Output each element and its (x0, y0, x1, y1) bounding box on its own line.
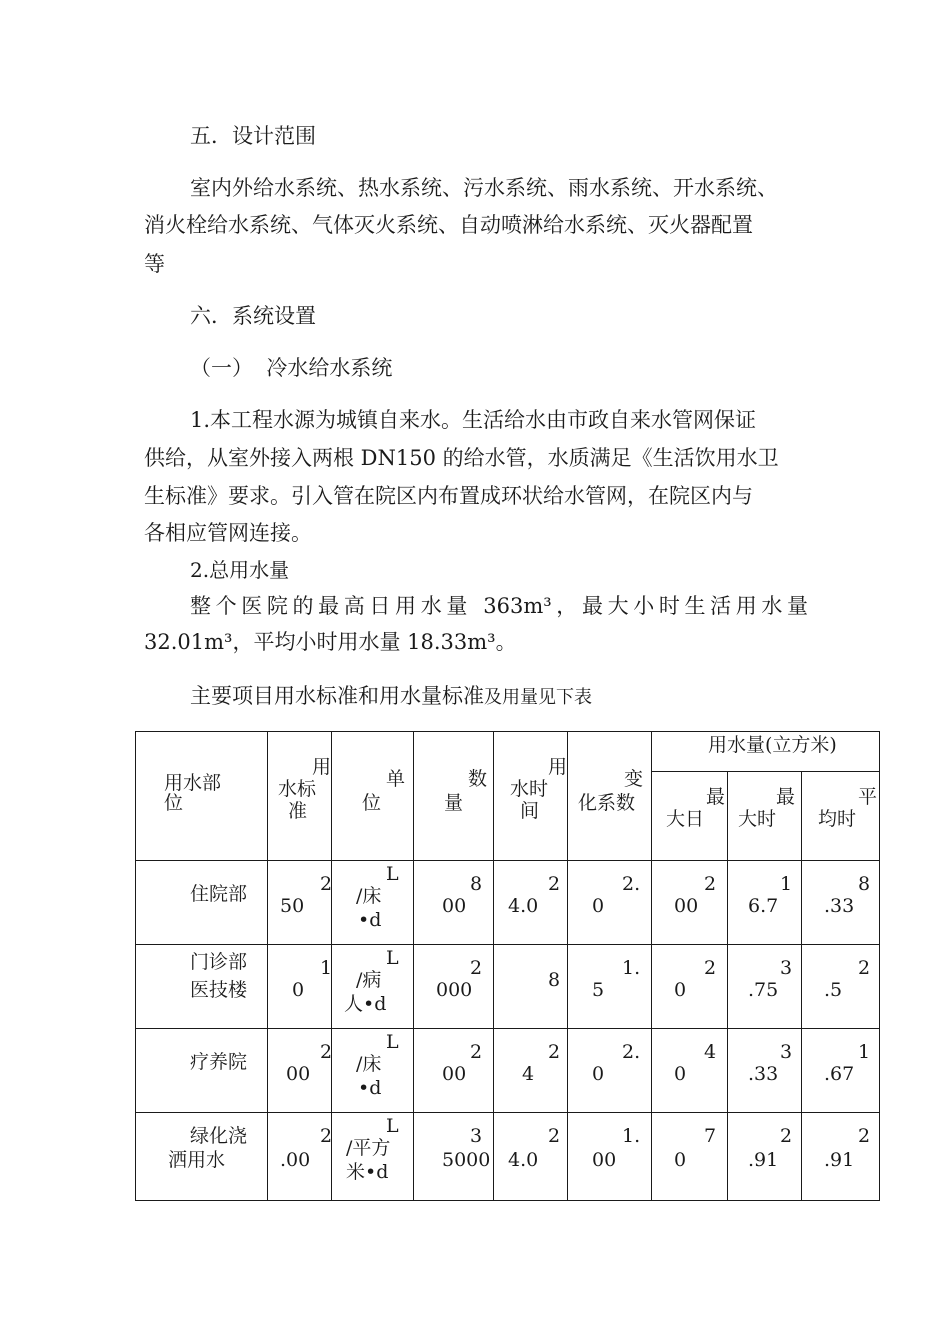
row-avg-hour-line-2: .67 (824, 1063, 855, 1085)
header-coefficient (568, 732, 652, 861)
row-max-day-line-2: 00 (674, 895, 699, 917)
header-max-hour-line-1: 最 (776, 786, 796, 808)
header-time-line-1: 水时 (510, 778, 549, 800)
header-dept (136, 732, 268, 861)
section-6-title: 六．系统设置 (190, 304, 316, 328)
table-row (136, 945, 880, 1029)
row-unit-line-1: L (386, 1115, 399, 1137)
row-standard-line-1: 2 (320, 1041, 333, 1063)
row-max-day-line-2: 0 (674, 1063, 687, 1085)
header-max-day (652, 772, 728, 861)
header-max-day-line-2: 大日 (666, 808, 705, 830)
row-avg-hour (802, 1113, 880, 1201)
row-max-hour-line-1: 3 (780, 957, 793, 979)
row-coefficient-line-2: 00 (592, 1149, 617, 1171)
row-max-day (652, 1029, 728, 1113)
header-water-volume (652, 732, 880, 772)
row-standard (268, 1113, 332, 1201)
row-dept-line-1: 疗养院 (190, 1051, 248, 1073)
section-5-title: 五．设计范围 (190, 124, 316, 148)
row-max-hour-line-1: 1 (780, 873, 793, 895)
row-unit-line-2: /平方 (346, 1137, 391, 1159)
paragraph-1-line-4: 各相应管网连接。 (144, 521, 312, 545)
paragraph-2-title: 2.总用水量 (190, 558, 290, 582)
header-avg-hour-line-1: 平 (858, 786, 878, 808)
row-time (494, 945, 568, 1029)
section-5-line-1: 室内外给水系统、热水系统、污水系统、雨水系统、开水系统、 (190, 176, 778, 200)
row-quantity (414, 1113, 494, 1201)
row-max-day-line-1: 7 (704, 1125, 717, 1147)
row-time-line-1: 2 (548, 1041, 561, 1063)
row-standard-line-2: 50 (280, 895, 305, 917)
row-coefficient (568, 861, 652, 945)
paragraph-2-line-2: 32.01m³，平均小时用水量 18.33m³。 (144, 630, 517, 654)
header-avg-hour (802, 772, 880, 861)
row-quantity-line-1: 8 (470, 873, 483, 895)
header-quantity (414, 732, 494, 861)
table-caption-main: 主要项目用水标准和用水量标准 (190, 684, 484, 708)
row-avg-hour-line-2: .91 (824, 1149, 855, 1171)
section-5-line-3: 等 (144, 252, 165, 276)
table-row (136, 1113, 880, 1201)
row-dept-line-1: 住院部 (190, 883, 248, 905)
row-max-hour-line-2: 6.7 (748, 895, 779, 917)
row-time-line-2: 8 (548, 969, 561, 991)
row-standard (268, 861, 332, 945)
row-standard-line-2: 00 (286, 1063, 311, 1085)
row-quantity (414, 1029, 494, 1113)
header-unit-line-1: 单 (386, 768, 406, 790)
header-dept-line-1: 用水部 (164, 772, 222, 794)
row-coefficient-line-2: 0 (592, 895, 605, 917)
header-standard-line-1: 水标 (278, 778, 317, 800)
row-dept-line-2: 医技楼 (190, 979, 248, 1001)
row-avg-hour-line-1: 1 (858, 1041, 871, 1063)
table-caption (190, 682, 592, 712)
row-standard (268, 945, 332, 1029)
row-max-day-line-2: 0 (674, 979, 687, 1001)
table-row (136, 861, 880, 945)
header-max-day-line-1: 最 (706, 786, 726, 808)
row-dept (136, 1113, 268, 1201)
header-standard-top: 用 (312, 756, 332, 778)
row-avg-hour-line-1: 8 (858, 873, 871, 895)
row-max-hour-line-2: .75 (748, 979, 779, 1001)
header-unit-line-2: 位 (362, 792, 382, 814)
row-time-line-2: 4 (522, 1063, 535, 1085)
row-dept (136, 945, 268, 1029)
row-avg-hour-line-1: 2 (858, 1125, 871, 1147)
row-quantity-line-2: 00 (442, 1063, 467, 1085)
header-max-hour (728, 772, 802, 861)
header-coefficient-line-2: 化系数 (578, 792, 636, 814)
row-unit-line-1: L (386, 947, 399, 969)
subsection-1-title: （一） 冷水给水系统 (190, 356, 393, 380)
row-time (494, 1029, 568, 1113)
row-unit-line-2: /病 (356, 969, 382, 991)
row-time-line-1: 2 (548, 1125, 561, 1147)
row-coefficient-line-1: 2. (622, 1041, 641, 1063)
row-avg-hour (802, 1029, 880, 1113)
row-coefficient-line-1: 1. (622, 957, 641, 979)
row-unit-line-1: L (386, 1031, 399, 1053)
header-standard-line-2: 准 (288, 800, 308, 822)
water-usage-table (135, 731, 880, 1201)
row-max-day-line-1: 2 (704, 957, 717, 979)
row-coefficient-line-1: 1. (622, 1125, 641, 1147)
row-standard-line-2: 0 (292, 979, 305, 1001)
row-max-hour (728, 861, 802, 945)
row-time (494, 1113, 568, 1201)
header-quantity-line-1: 数 (468, 768, 488, 790)
paragraph-1-line-2: 供给，从室外接入两根 DN150 的给水管，水质满足《生活饮用水卫 (144, 446, 779, 470)
header-time (494, 732, 568, 861)
row-coefficient-line-1: 2. (622, 873, 641, 895)
row-max-hour-line-2: .91 (748, 1149, 779, 1171)
row-max-hour (728, 945, 802, 1029)
row-quantity (414, 945, 494, 1029)
row-quantity-line-1: 2 (470, 1041, 483, 1063)
row-dept-line-2: 洒用水 (168, 1149, 226, 1171)
table-row (136, 1029, 880, 1113)
header-coefficient-line-1: 变 (624, 768, 644, 790)
row-unit (332, 1029, 414, 1113)
row-quantity-line-1: 2 (470, 957, 483, 979)
row-unit-line-3: 米•d (346, 1161, 389, 1183)
row-time-line-2: 4.0 (508, 1149, 539, 1171)
row-quantity (414, 861, 494, 945)
row-max-day-line-1: 2 (704, 873, 717, 895)
row-coefficient (568, 1029, 652, 1113)
row-coefficient-line-2: 5 (592, 979, 605, 1001)
header-time-top: 用 (548, 756, 568, 778)
row-standard-line-1: 2 (320, 873, 333, 895)
row-max-hour-line-1: 3 (780, 1041, 793, 1063)
row-max-hour-line-1: 2 (780, 1125, 793, 1147)
row-unit-line-3: •d (358, 1077, 382, 1099)
row-max-day-line-1: 4 (704, 1041, 717, 1063)
row-dept (136, 1029, 268, 1113)
row-avg-hour (802, 945, 880, 1029)
row-unit-line-2: /床 (356, 885, 382, 907)
row-time-line-1: 2 (548, 873, 561, 895)
row-standard-line-1: 1 (320, 957, 333, 979)
row-avg-hour-line-2: .33 (824, 895, 855, 917)
header-avg-hour-line-2: 均时 (818, 808, 857, 830)
header-max-hour-line-2: 大时 (738, 808, 777, 830)
row-max-day (652, 945, 728, 1029)
row-dept (136, 861, 268, 945)
row-quantity-line-2: 00 (442, 895, 467, 917)
header-quantity-line-2: 量 (444, 792, 464, 814)
row-time-line-2: 4.0 (508, 895, 539, 917)
row-time (494, 861, 568, 945)
row-dept-line-1: 门诊部 (190, 951, 248, 973)
paragraph-1-line-1: 1.本工程水源为城镇自来水。生活给水由市政自来水管网保证 (190, 408, 757, 432)
row-max-day-line-2: 0 (674, 1149, 687, 1171)
row-unit-line-1: L (386, 863, 399, 885)
row-standard (268, 1029, 332, 1113)
table-caption-small: 及用量见下表 (484, 687, 592, 708)
row-coefficient (568, 1113, 652, 1201)
row-coefficient (568, 945, 652, 1029)
row-coefficient-line-2: 0 (592, 1063, 605, 1085)
row-max-hour-line-2: .33 (748, 1063, 779, 1085)
header-unit (332, 732, 414, 861)
row-unit (332, 945, 414, 1029)
row-unit-line-3: 人•d (344, 993, 387, 1015)
row-quantity-line-2: 000 (436, 979, 473, 1001)
header-time-line-2: 间 (520, 800, 540, 822)
section-5-line-2: 消火栓给水系统、气体灭火系统、自动喷淋给水系统、灭火器配置 (144, 213, 753, 237)
row-avg-hour-line-1: 2 (858, 957, 871, 979)
row-quantity-line-1: 3 (470, 1125, 483, 1147)
row-standard-line-1: 2 (320, 1125, 333, 1147)
row-unit-line-3: •d (358, 909, 382, 931)
header-dept-line-2: 位 (164, 792, 184, 814)
row-standard-line-2: .00 (280, 1149, 311, 1171)
row-unit (332, 861, 414, 945)
row-max-hour (728, 1029, 802, 1113)
row-max-day (652, 861, 728, 945)
paragraph-1-line-3: 生标准》要求。引入管在院区内布置成环状给水管网，在院区内与 (144, 484, 753, 508)
header-standard (268, 732, 332, 861)
row-dept-line-1: 绿化浇 (190, 1125, 248, 1147)
row-max-hour (728, 1113, 802, 1201)
row-avg-hour-line-2: .5 (824, 979, 843, 1001)
row-unit (332, 1113, 414, 1201)
paragraph-2-line-1: 整个医院的最高日用水量 363m³，最大小时生活用水量 (190, 594, 808, 618)
row-avg-hour (802, 861, 880, 945)
row-quantity-line-2: 5000 (442, 1149, 491, 1171)
row-max-day (652, 1113, 728, 1201)
row-unit-line-2: /床 (356, 1053, 382, 1075)
header-water-volume-label: 用水量(立方米) (708, 734, 837, 756)
